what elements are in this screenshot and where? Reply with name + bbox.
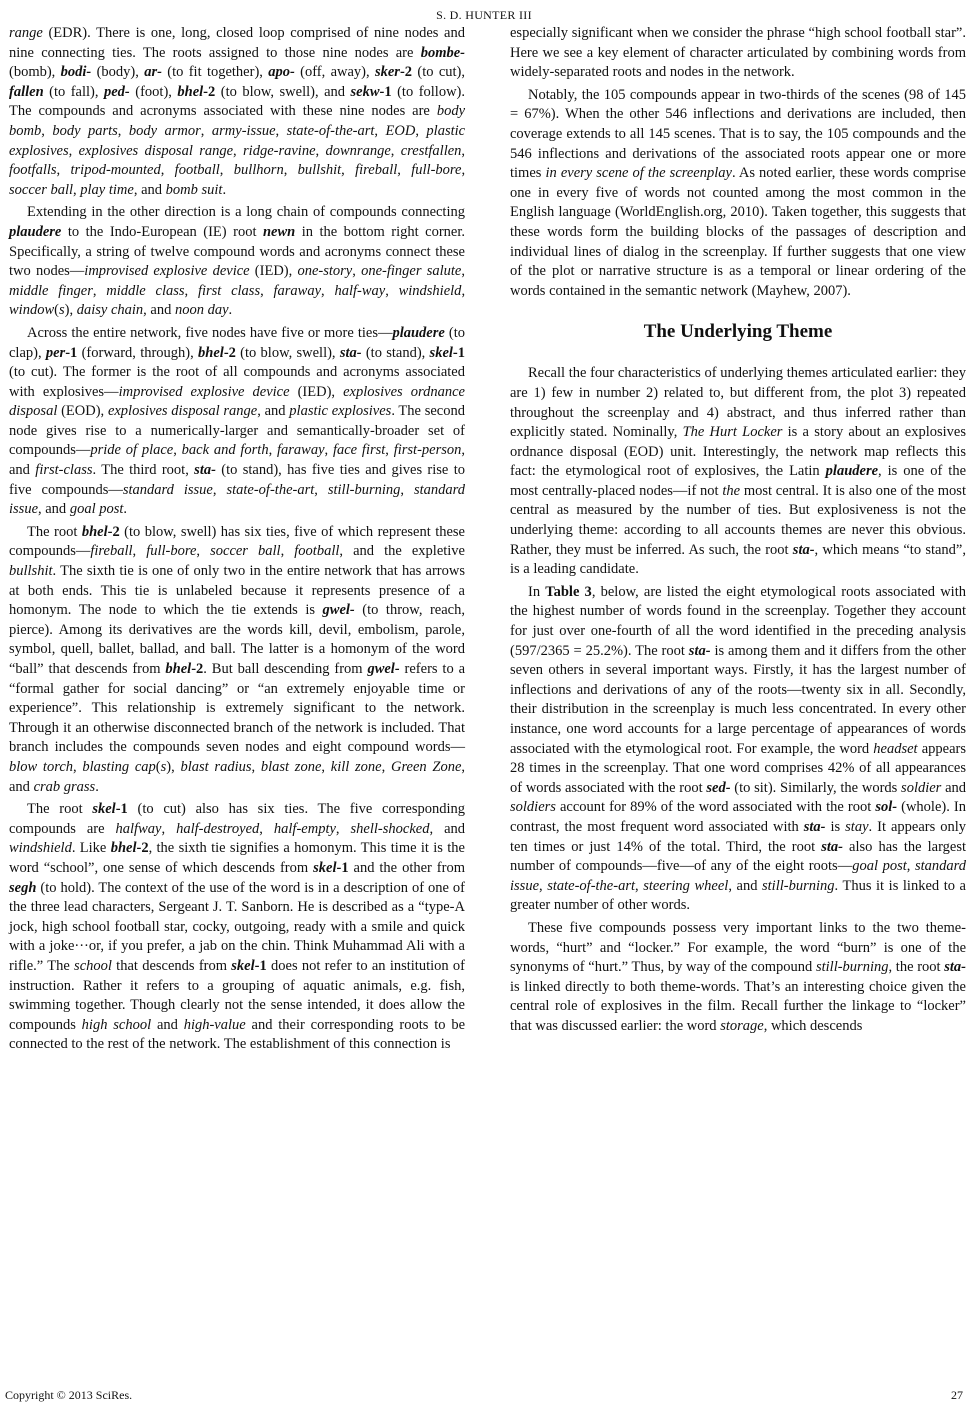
- root-term: sol-: [875, 799, 898, 816]
- italic-term: soccer ball: [9, 181, 74, 198]
- text-run: , which descends: [763, 1017, 863, 1034]
- text-run: is linked directly to both theme-words. That’s an interesting choice given the central role of explosives in the film. Recall further the linkage to “locker” that was discussed earlier: the word: [510, 978, 966, 1034]
- root-term: bodi-: [60, 64, 92, 81]
- italic-term: half-empty: [273, 820, 336, 837]
- italic-term: back and forth: [181, 442, 269, 459]
- root-term: plaudere: [825, 463, 879, 480]
- text-run: Extending in the other direction is a long chain of compounds connecting: [27, 204, 465, 221]
- text-run: ,: [260, 282, 274, 299]
- text-run: ,: [283, 162, 298, 179]
- italic-term: high school: [81, 1016, 152, 1033]
- text-run: ,: [385, 442, 394, 459]
- italic-term: first-person: [393, 442, 462, 459]
- bold-text: -1: [65, 344, 78, 361]
- text-run: and the other from: [348, 859, 465, 876]
- text-run: ,: [73, 758, 83, 775]
- root-term: sta-: [821, 838, 843, 855]
- italic-term: one-finger salute: [361, 263, 462, 280]
- italic-term: high-value: [183, 1016, 246, 1033]
- text-run: , and: [133, 181, 166, 198]
- text-run: ,: [539, 877, 548, 894]
- text-run: .: [222, 181, 227, 198]
- text-run: (to stand), has five ties and gives rise to five compounds—: [9, 462, 465, 498]
- text-run: ,: [132, 543, 147, 560]
- root-term: bhel: [81, 523, 108, 540]
- text-run: ,: [385, 282, 399, 299]
- root-term: plaudere: [9, 223, 62, 240]
- text-run: is a story about an explosives ordnance disposal (EOD) unit. Interestingly, the network map reflects this fact: the etymological root of explosives, the Latin: [510, 424, 966, 480]
- bold-text: -2: [136, 840, 149, 857]
- italic-term: football: [294, 543, 340, 560]
- italic-term: crab grass: [33, 778, 96, 795]
- text-run: (to sit). Similarly, the words: [730, 779, 902, 796]
- text-run: ,: [41, 122, 53, 139]
- text-run: ,: [56, 162, 71, 179]
- italic-term: blasting cap: [82, 758, 156, 775]
- italic-term: improvised explosive device: [118, 383, 290, 400]
- italic-term: standard issue: [9, 481, 465, 518]
- text-run: (whole). In contrast, the most frequent word associated with: [510, 799, 967, 835]
- text-run: ,: [461, 282, 466, 299]
- text-run: ,: [461, 263, 465, 280]
- italic-term: improvised explosive device: [84, 263, 250, 280]
- text-run: ,: [461, 142, 466, 159]
- text-run: (to cut) also has six ties. The five corresponding compounds are: [9, 801, 465, 837]
- text-run: (bomb),: [9, 64, 61, 81]
- text-run: , and: [9, 758, 466, 795]
- text-run: ,: [161, 820, 177, 837]
- text-run: most central. It is also one of the most central as measured by the number of ties. But explosiveness is not the underlying theme: according to all accounts themes are never this obvious. Rather, they must be inferred. As such, the root: [510, 482, 966, 558]
- text-run: ,: [390, 142, 401, 159]
- text-run: (to blow, swell) has six ties, five of which represent these compounds—: [9, 523, 465, 560]
- italic-term: body armor: [128, 122, 201, 139]
- text-run: account for 89% of the word associated with the root: [555, 799, 876, 816]
- italic-term: middle class: [106, 282, 185, 299]
- italic-term: storage: [720, 1017, 764, 1034]
- text-run: ,: [280, 543, 295, 560]
- text-run: ,: [321, 282, 335, 299]
- text-run: . Like: [71, 840, 111, 857]
- italic-term: plastic explosives: [289, 403, 392, 420]
- root-term: bhel: [110, 840, 137, 857]
- italic-term: blast radius: [180, 758, 252, 775]
- text-run: The root: [27, 801, 93, 818]
- text-run: . It appears only ten times or just 14% of the total. Third, the root: [510, 818, 966, 855]
- text-run: , and: [38, 501, 70, 518]
- text-run: (to blow, swell), and: [215, 83, 351, 100]
- bold-text: -2: [107, 523, 120, 540]
- italic-term: The Hurt Locker: [682, 424, 783, 441]
- italic-term: Green Zone: [390, 758, 462, 775]
- text-run: . The third root,: [92, 462, 195, 479]
- text-run: ),: [64, 302, 77, 319]
- italic-term: bomb suit: [165, 181, 223, 198]
- text-run: Notably, the 105 compounds appear in two-thirds of the scenes (98 of 145 = 67%). When the other 546 inflections and derivations are included, then coverage extends to all 145 scenes. That is to say, the 105 compounds and the 546 inflections and derivations of the associated roots appear one or more times: [510, 86, 966, 182]
- text-run: , the root: [888, 959, 945, 976]
- paragraph: [510, 86, 966, 302]
- text-run: ,: [321, 758, 331, 775]
- text-run: (IED),: [289, 383, 344, 400]
- italic-term: kill zone: [330, 758, 382, 775]
- text-run: , and: [728, 877, 763, 894]
- text-run: that descends from: [111, 957, 232, 974]
- text-run: ,: [315, 142, 326, 159]
- italic-term: standard issue: [122, 481, 213, 498]
- italic-term: steering wheel: [643, 877, 729, 894]
- italic-term: play time: [80, 181, 134, 198]
- text-run: ,: [173, 442, 182, 459]
- text-run: ,: [200, 122, 212, 139]
- italic-term: bullshit: [297, 162, 342, 179]
- bold-text: -1: [336, 859, 349, 876]
- root-term: sta-: [792, 541, 815, 558]
- text-run: ,: [73, 181, 81, 198]
- paragraph: [9, 800, 465, 1055]
- bold-text: -1: [254, 957, 267, 974]
- text-run: (IED),: [249, 263, 298, 280]
- italic-term: halfway: [115, 820, 162, 837]
- text-run: , the sixth tie signifies a homonym. This time it is the word “school”, one sense of which descends from: [9, 840, 465, 876]
- bold-text: -1: [452, 344, 465, 361]
- left-column: [9, 24, 465, 1055]
- body-columns: [0, 24, 968, 1364]
- root-term: skel: [429, 344, 453, 361]
- italic-term: state-of-the-art: [286, 122, 375, 139]
- root-term: apo-: [268, 64, 295, 81]
- text-run: (to throw, reach, pierce). Among its derivatives are the words kill, devil, embolism, parole, symbol, quell, ballet, ballad, and ball. The latter is a homonym of the word “ball” that descends from: [9, 602, 465, 677]
- italic-term: standard issue: [510, 858, 967, 894]
- text-run: , is one of the most centrally-placed nodes—if not: [510, 463, 967, 499]
- bold-text: Table 3: [545, 583, 592, 600]
- text-run: ,: [68, 142, 79, 159]
- text-run: .: [228, 302, 233, 319]
- bold-text: -2: [399, 64, 413, 81]
- italic-term: blast zone: [260, 758, 322, 775]
- text-run: ,: [324, 442, 333, 459]
- text-run: . The sixth tie is one of only two in the entire network that has arrows at both ends. This tie is unlabeled because it represents presence of a homonym. The node to which the tie extends is: [9, 563, 465, 619]
- root-term: segh: [9, 879, 37, 896]
- italic-term: half-way: [334, 282, 386, 299]
- italic-term: pride of place: [90, 442, 174, 459]
- italic-term: bullhorn: [233, 162, 284, 179]
- italic-term: EOD: [385, 122, 416, 139]
- italic-term: state-of-the-art: [547, 877, 635, 894]
- italic-term: still-burning: [762, 877, 835, 894]
- text-run: ),: [166, 758, 181, 775]
- paragraph: [9, 324, 465, 520]
- root-term: fallen: [9, 83, 44, 100]
- italic-term: bullshit: [9, 563, 53, 580]
- text-run: ,: [352, 263, 362, 280]
- italic-term: fireball: [90, 543, 133, 560]
- text-run: ,: [92, 282, 107, 299]
- root-term: bhel: [198, 344, 224, 361]
- paragraph: [9, 203, 465, 321]
- italic-term: explosives disposal range: [107, 403, 258, 420]
- text-run: (to clap),: [9, 324, 465, 361]
- italic-term: body parts: [52, 122, 118, 139]
- text-run: (: [155, 758, 161, 775]
- italic-term: windshield: [9, 840, 72, 857]
- text-run: . But ball descending from: [203, 661, 368, 677]
- italic-term: first class: [197, 282, 261, 299]
- text-run: ,: [212, 481, 227, 498]
- bold-text: -2: [203, 83, 216, 100]
- root-term: ar-: [144, 64, 162, 81]
- root-term: bombe-: [420, 44, 465, 61]
- text-run: ,: [117, 122, 129, 139]
- text-run: (to cut). The former is the root of all compounds and acronyms associated with explosives—: [9, 364, 465, 400]
- text-run: ,: [314, 481, 328, 498]
- italic-term: footfalls: [9, 162, 57, 179]
- italic-term: still-burning: [815, 959, 889, 976]
- running-head: S. D. HUNTER III: [436, 8, 532, 22]
- text-run: (foot),: [129, 83, 178, 100]
- italic-term: headset: [873, 740, 918, 757]
- italic-term: state-of-the-art: [226, 481, 315, 498]
- text-run: and: [941, 779, 966, 796]
- text-run: . The second node gives rise to a numerically-larger and semantically-broader set of compounds—: [9, 403, 465, 459]
- text-run: . Thus it is linked to a greater number of other words.: [510, 877, 966, 914]
- text-run: Across the entire network, five nodes have five or more ties—: [27, 324, 393, 341]
- text-run: ,: [233, 142, 244, 159]
- text-run: and: [151, 1016, 184, 1033]
- italic-term: faraway: [273, 282, 322, 299]
- text-run: refers to a “formal gather for social dancing” or “an extremely enjoyable time or experience”. This relationship is extremely significant to the network. Through it an otherwise disconnected branch of the network is included. That branch includes the compounds seven nodes and eight compound words—: [9, 661, 466, 756]
- root-term: skel: [92, 801, 116, 818]
- italic-term: stay: [845, 818, 869, 835]
- italic-term: full-bore: [146, 543, 197, 560]
- text-run: (forward, through),: [77, 344, 199, 361]
- italic-term: s: [58, 302, 65, 319]
- italic-term: fireball: [355, 162, 398, 179]
- italic-term: school: [74, 957, 112, 974]
- italic-term: one-story: [297, 263, 353, 280]
- paragraph: [510, 919, 966, 1037]
- text-run: ,: [184, 282, 198, 299]
- text-run: ,: [415, 122, 427, 139]
- root-term: ped-: [104, 83, 130, 100]
- text-run: , and: [257, 403, 290, 420]
- text-run: in the bottom right corner. Specifically, a string of twelve compound words and acronyms connect these two nodes—: [9, 223, 465, 280]
- text-run: ,: [341, 162, 356, 179]
- italic-term: crestfallen: [400, 142, 462, 159]
- root-term: skel: [231, 957, 255, 974]
- italic-term: daisy chain: [76, 302, 144, 319]
- text-run: and their corresponding roots to be connected to the rest of the network. The establishment of this connection is: [9, 1016, 465, 1053]
- text-run: is among them and it differs from the other seven others in several important ways. Firstly, it has the largest number of inflections and derivations of any of the roots—twenty six in all. Secondly, their distribution in the screenplay is much less concentrated. In every other instance, one word accounts for a large percentage of appearances of words associated with the etymological root. For example, the word: [510, 642, 966, 757]
- paragraph: [9, 523, 465, 797]
- italic-term: faraway: [277, 442, 325, 459]
- text-run: . As noted earlier, these words comprise one in every five of words not counted among the most common in the English language (WorldEnglish.org, 2010). Taken together, this suggests that these words form the building blocks of the passages of description and individual lines of dialog in the screenplay. If further suggests that one view of the plot or narrative structure is as a temporal or linear ordering of the words contained in the semantic network (Mayhew, 2007).: [510, 165, 966, 299]
- text-run: , and: [9, 442, 466, 479]
- text-run: .: [123, 501, 128, 518]
- text-run: appears 28 times in the screenplay. That one word comprises 42% of all appearances of words associated with the root: [510, 740, 966, 796]
- text-run: (to blow, swell),: [235, 344, 340, 361]
- italic-term: plastic explosives: [9, 122, 466, 159]
- text-run: , and: [143, 302, 175, 319]
- text-run: (to stand),: [361, 344, 430, 361]
- text-run: ,: [219, 162, 234, 179]
- text-run: ,: [381, 758, 391, 775]
- italic-term: noon day: [174, 302, 229, 319]
- text-run: (to cut),: [412, 64, 465, 81]
- text-run: ,: [400, 481, 414, 498]
- text-run: (body),: [91, 64, 145, 81]
- italic-term: football: [174, 162, 220, 179]
- text-run: ,: [374, 122, 386, 139]
- root-term: bhel: [165, 661, 192, 677]
- italic-term: middle finger: [9, 282, 93, 299]
- paragraph: [510, 24, 966, 83]
- root-term: gwel-: [322, 602, 355, 619]
- italic-term: range: [9, 25, 43, 41]
- text-run: is: [825, 818, 846, 835]
- italic-term: window: [9, 302, 55, 319]
- italic-term: full-bore: [411, 162, 462, 179]
- root-term: sta-: [194, 462, 216, 479]
- root-term: sker: [374, 64, 400, 81]
- bold-text: -2: [223, 344, 236, 361]
- italic-term: half-destroyed: [176, 820, 260, 837]
- root-term: sekw: [350, 83, 380, 100]
- italic-term: in every scene of the screenplay: [545, 165, 732, 182]
- italic-term: shell-shocked: [350, 820, 430, 837]
- page-number: 27: [951, 1388, 963, 1402]
- text-run: ,: [275, 122, 287, 139]
- root-term: plaudere: [392, 324, 445, 341]
- text-run: ,: [635, 877, 644, 894]
- paragraph: [510, 364, 966, 580]
- text-run: ,: [906, 858, 915, 875]
- italic-term: s: [160, 758, 167, 775]
- text-run: (to fit together),: [161, 64, 269, 81]
- text-run: , which means “to stand”, is a leading candidate.: [510, 541, 966, 578]
- italic-term: face first: [332, 442, 386, 459]
- italic-term: explosives disposal range: [78, 142, 234, 159]
- text-run: (EOD),: [57, 403, 108, 420]
- text-run: (EDR). There is one, long, closed loop comprised of nine nodes and nine connecting ties. The roots assigned to those nine nodes are: [9, 25, 465, 61]
- right-column: [510, 24, 966, 1037]
- italic-term: downrange: [325, 142, 391, 159]
- text-run: ,: [259, 820, 274, 837]
- copyright-notice: Copyright © 2013 SciRes.: [5, 1388, 133, 1402]
- italic-term: still-burning: [327, 481, 401, 498]
- root-term: bhel: [177, 83, 204, 100]
- italic-term: ridge-ravine: [243, 142, 316, 159]
- text-run: ,: [251, 758, 261, 775]
- italic-term: soldier: [901, 779, 942, 796]
- text-run: ,: [335, 820, 351, 837]
- text-run: ,: [160, 162, 175, 179]
- section-heading: The Underlying Theme: [643, 321, 833, 343]
- italic-term: blow torch: [9, 758, 74, 775]
- italic-term: first-class: [35, 462, 93, 479]
- text-run: does not refer to an institution of instruction. Rather it refers to a grouping of aquatic animals, e.g. fish, swimming together. Though clearly not the sense intended, it does allow the compounds: [9, 957, 465, 1033]
- bold-text: -2: [191, 661, 204, 677]
- root-term: newn: [262, 223, 296, 240]
- italic-term: explosives ordnance disposal: [9, 383, 465, 420]
- text-run: to the Indo-European (IE) root: [61, 223, 263, 240]
- text-run: , below, are listed the eight etymological roots associated with the highest number of words found in the screenplay. Together they account for just over one-fourth of all the word identified in the preceding analysis (597/2365 = 25.2%). The root: [510, 583, 966, 659]
- root-term: sta-: [688, 642, 711, 659]
- text-run: In: [528, 583, 546, 600]
- paragraph: [9, 24, 465, 200]
- text-run: ,: [268, 442, 278, 459]
- text-run: (to follow). The compounds and acronyms associated with these nine nodes are: [9, 83, 466, 120]
- text-run: , and the expletive: [339, 543, 465, 560]
- text-run: ,: [196, 543, 211, 560]
- italic-term: goal post: [69, 501, 124, 518]
- bold-text: -1: [379, 83, 392, 100]
- italic-term: army-issue: [211, 122, 276, 139]
- text-run: also has the largest number of compounds—five—of any of the eight roots—: [510, 838, 966, 875]
- text-run: These five compounds possess very important links to the two theme-words, “hurt” and “locker.” For example, the word “burn” is one of the synonyms of “hurt.” Thus, by way of the compound: [510, 919, 966, 976]
- root-term: sed-: [706, 779, 731, 796]
- bold-text: -1: [115, 801, 128, 818]
- root-term: sta-: [944, 959, 966, 976]
- text-run: The root: [27, 523, 82, 540]
- italic-term: tripod-mounted: [70, 162, 161, 179]
- root-term: sta-: [339, 344, 362, 361]
- italic-term: the: [722, 482, 741, 499]
- root-term: gwel-: [367, 661, 400, 677]
- italic-term: soldiers: [510, 799, 556, 816]
- text-run: Recall the four characteristics of underlying themes articulated earlier: they are 1) few in number 2) related to, but different from, the plot 3) repeated throughout the screenplay and 4) abstract, and thus inferred rather than explicitly stated. Nominally,: [510, 365, 966, 441]
- root-term: skel: [313, 859, 337, 876]
- italic-term: soccer ball: [210, 543, 281, 560]
- italic-term: windshield: [398, 282, 462, 299]
- text-run: especially significant when we consider the phrase “high school football star”. Here we see a key element of character articulated by combining words from widely-separated roots and nodes in the network.: [510, 25, 966, 81]
- text-run: .: [95, 778, 99, 795]
- text-run: (to hold). The context of the use of the word is in a description of one of the three lead characters, Sergeant J. T. Sanborn. He is described as a “type-A jock, high school football star, cocky, outgoing, ready with a smile and quick with a joke···or, if you prefer, a jab on the chin. Think Muhammad Ali with a rifle.” The: [9, 879, 465, 974]
- root-term: per: [45, 344, 66, 361]
- text-run: , and: [429, 820, 465, 837]
- root-term: sta-: [803, 818, 826, 835]
- paragraph: [510, 583, 966, 916]
- text-run: (: [54, 302, 59, 319]
- italic-term: goal post: [852, 858, 907, 875]
- text-run: ,: [397, 162, 412, 179]
- text-run: ,: [461, 162, 466, 179]
- text-run: (to fall),: [43, 83, 104, 100]
- italic-term: body bomb: [9, 103, 465, 139]
- text-run: (off, away),: [294, 64, 375, 81]
